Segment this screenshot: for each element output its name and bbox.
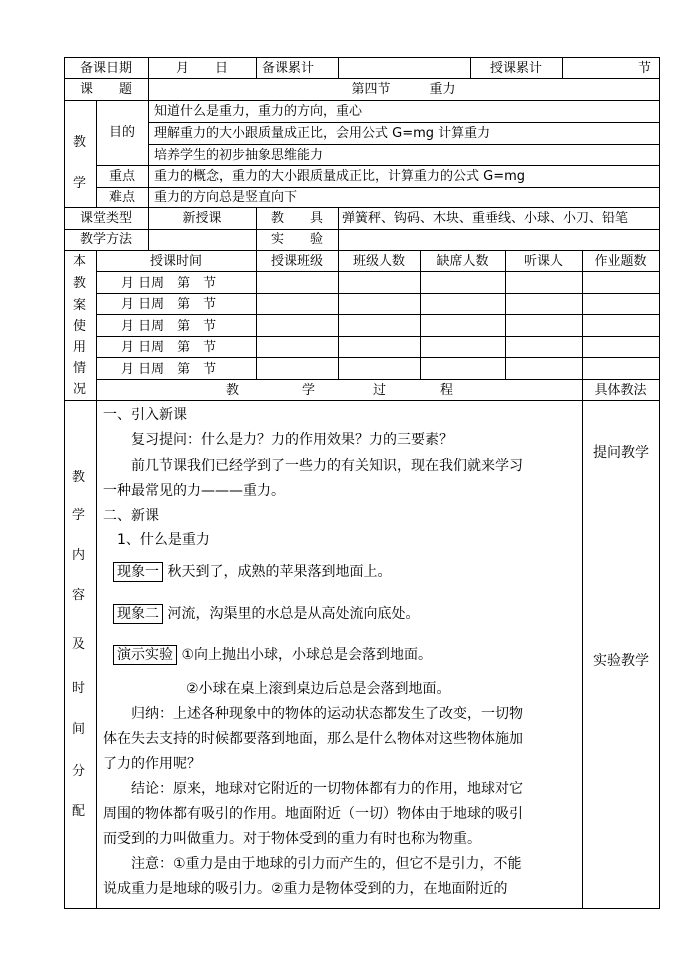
col-listener: 听课人 xyxy=(523,254,563,269)
class-type-value: 新授课 xyxy=(182,211,222,226)
demo-text-2: ②小球在桌上滚到桌边后总是会落到地面。 xyxy=(186,681,451,697)
content-side-2: 学 xyxy=(72,508,86,523)
content-para-line: 而受到的力叫做重力。对于物体受到的重力有时也称为物重。 xyxy=(103,831,481,847)
usage-side-2: 教 xyxy=(73,276,87,291)
usage-row-time: 月 日周 第 节 xyxy=(121,340,217,355)
method-label: 教学方法 xyxy=(79,232,132,247)
purpose-line-3: 培养学生的初步抽象思维能力 xyxy=(154,148,324,163)
difficulty-label: 难点 xyxy=(108,190,135,205)
tools-value: 弹簧秤、钩码、木块、重垂线、小球、小刀、铅笔 xyxy=(342,211,629,226)
content-side-5: 及 xyxy=(72,637,86,652)
demo-tag: 演示实验 xyxy=(113,645,177,665)
content-line: 二、新课 xyxy=(103,508,159,524)
phenomenon-tag: 现象一 xyxy=(113,562,163,582)
content-para-line: 结论：原来，地球对它附近的一切物体都有力的作用，地球对它 xyxy=(103,781,523,797)
process-title-1: 教 xyxy=(226,383,240,398)
process-title-3: 过 xyxy=(373,383,387,398)
content-para-line: 了力的作用呢？ xyxy=(103,756,201,772)
process-title-2: 学 xyxy=(302,383,316,398)
goals-side-1: 教 xyxy=(73,135,87,150)
usage-side-4: 使 xyxy=(73,319,87,334)
col-homework: 作业题数 xyxy=(594,254,647,269)
unit-label: 节 xyxy=(638,61,652,76)
key-label: 重点 xyxy=(108,169,135,184)
content-side-4: 容 xyxy=(72,588,86,603)
topic-value: 第四节 重力 xyxy=(351,82,456,97)
content-side-9: 配 xyxy=(72,804,86,819)
process-title-4: 程 xyxy=(440,383,454,398)
demo-experiment xyxy=(113,647,432,663)
content-side-7: 间 xyxy=(72,722,86,737)
tools-label: 教 具 xyxy=(270,211,323,226)
difficulty-text: 重力的方向总是竖直向下 xyxy=(154,190,298,205)
usage-row-time: 月 日周 第 节 xyxy=(121,362,217,377)
phenomenon-2 xyxy=(113,606,419,622)
content-line: 1、什么是重力 xyxy=(103,532,210,548)
content-para-line: 归纳：上述各种现象中的物体的运动状态都发生了改变，一切物 xyxy=(103,706,523,722)
usage-row-time: 月 日周 第 节 xyxy=(121,319,217,334)
content-side-1: 教 xyxy=(72,470,86,485)
topic-label: 课 题 xyxy=(79,82,132,97)
experiment-label: 实 验 xyxy=(270,232,323,247)
content-para-line: 体在失去支持的时候都要落到地面，那么是什么物体对这些物体施加 xyxy=(103,731,523,747)
content-para-line: 说成重力是地球的吸引力。②重力是物体受到的力，在地面附近的 xyxy=(103,881,508,897)
teach-accum-label: 授课累计 xyxy=(489,61,542,76)
phenomenon-1 xyxy=(113,564,391,580)
content-side-8: 分 xyxy=(72,764,86,779)
date-label: 备课日期 xyxy=(79,61,132,76)
usage-side-6: 情 xyxy=(73,361,87,376)
col-teach-time: 授课时间 xyxy=(149,254,202,269)
content-line: 复习提问：什么是力？力的作用效果？力的三要素？ xyxy=(103,432,453,448)
method-header: 具体教法 xyxy=(594,383,647,398)
method-questioning: 提问教学 xyxy=(593,445,649,461)
phenomenon-tag: 现象二 xyxy=(113,604,163,624)
key-text: 重力的概念，重力的大小跟质量成正比，计算重力的公式 G=mg xyxy=(154,169,526,184)
usage-side-3: 案 xyxy=(73,298,87,313)
usage-row-time: 月 日周 第 节 xyxy=(121,297,217,312)
purpose-label: 目的 xyxy=(108,125,135,140)
usage-side-5: 用 xyxy=(73,340,87,355)
content-line: 一、引入新课 xyxy=(103,407,187,423)
col-class-size: 班级人数 xyxy=(352,254,405,269)
col-absent: 缺席人数 xyxy=(436,254,489,269)
content-line: 前几节课我们已经学到了一些力的有关知识，现在我们就来学习 xyxy=(103,458,523,474)
content-line: 一种最常见的力———重力。 xyxy=(103,483,285,499)
demo-text: ①向上抛出小球，小球总是会落到地面。 xyxy=(181,647,433,663)
phenomenon-text: 秋天到了，成熟的苹果落到地面上。 xyxy=(167,564,392,580)
goals-side-2: 学 xyxy=(73,176,87,191)
content-side-6: 时 xyxy=(72,681,86,696)
class-type-label: 课堂类型 xyxy=(79,211,132,226)
prep-accum-label: 备课累计 xyxy=(262,61,315,76)
method-experiment: 实验教学 xyxy=(593,653,649,669)
content-para-line: 周围的物体都有吸引的作用。地面附近（一切）物体由于地球的吸引 xyxy=(103,806,523,822)
purpose-line-1: 知道什么是重力，重力的方向，重心 xyxy=(154,104,363,119)
usage-row-time: 月 日周 第 节 xyxy=(121,276,217,291)
content-side-3: 内 xyxy=(72,548,86,563)
date-value: 月 日 xyxy=(175,61,228,76)
purpose-line-2: 理解重力的大小跟质量成正比，会用公式 G=mg 计算重力 xyxy=(154,126,491,141)
content-para-line: 注意：①重力是由于地球的引力而产生的，但它不是引力，不能 xyxy=(103,856,522,872)
usage-side-1: 本 xyxy=(73,254,87,269)
phenomenon-text: 河流，沟渠里的水总是从高处流向底处。 xyxy=(167,606,420,622)
col-class: 授课班级 xyxy=(270,254,323,269)
usage-side-7: 况 xyxy=(73,382,87,397)
